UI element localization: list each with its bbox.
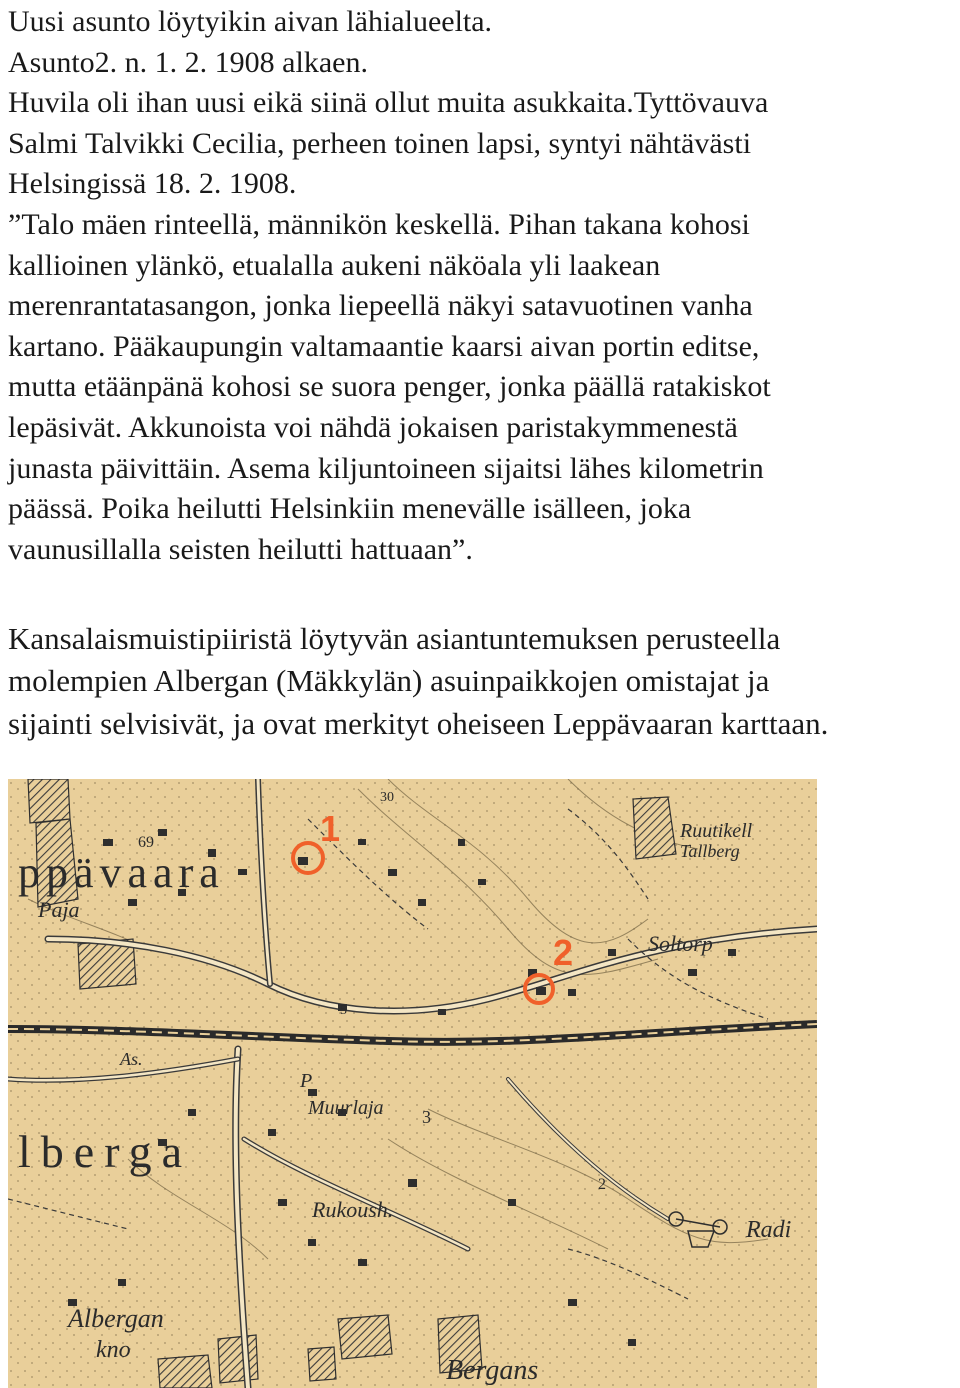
paragraph-narrative bbox=[8, 2, 953, 570]
label-tallberg: Tallberg bbox=[680, 841, 740, 861]
label-leppavaara: ppävaara bbox=[18, 848, 225, 897]
text-line: junasta päivittäin. Asema kiljuntoineen sijaitsi lähes kilometrin bbox=[8, 451, 764, 485]
text-line: Huvila oli ihan uusi eikä siinä ollut muita asukkaita.Tyttövauva bbox=[8, 86, 769, 120]
label-alberga: lberga bbox=[18, 1126, 193, 1177]
leppavaara-map bbox=[8, 779, 817, 1388]
text-line: Uusi asunto löytyikin aivan lähialueelta. bbox=[8, 5, 493, 38]
label-radi: Radi bbox=[746, 1217, 792, 1243]
label-elevation-30: 30 bbox=[380, 790, 394, 805]
text-line: lepäsivät. Akkunoista voi nähdä jokaisen paristakymmenestä bbox=[8, 410, 738, 444]
map-svg bbox=[8, 779, 817, 1388]
text-line: sijainti selvisivät, ja ovat merkityt oheiseen Leppävaaran karttaan. bbox=[8, 705, 829, 741]
text-line: mutta etäänpänä kohosi se suora penger, jonka päällä ratakiskot bbox=[8, 370, 771, 404]
paragraph-map-intro bbox=[8, 618, 953, 745]
label-muurlaja: Muurlaja bbox=[308, 1097, 384, 1119]
label-elevation-69: 69 bbox=[138, 834, 154, 851]
text-line: vaunusillalla seisten heilutti hattuaan”. bbox=[8, 532, 473, 566]
label-bergans: Bergans bbox=[446, 1355, 539, 1386]
label-paja: Paja bbox=[38, 897, 80, 922]
label-as: As. bbox=[120, 1049, 143, 1069]
text-line: molempien Albergan (Mäkkylän) asuinpaikkojen omistajat ja bbox=[8, 663, 770, 699]
label-ruutikelli: Ruutikell bbox=[680, 820, 753, 842]
text-line: ”Talo mäen rinteellä, männikön keskellä. Pihan takana kohosi bbox=[8, 207, 750, 241]
label-elevation-5: 5 bbox=[340, 1003, 347, 1018]
text-line: päässä. Poika heilutti Helsinkiin menevälle isälleen, joka bbox=[8, 492, 692, 526]
label-number-2: 2 bbox=[598, 1176, 606, 1193]
text-line: merenrantatasangon, jonka liepeellä näkyi satavuotinen vanha bbox=[8, 289, 753, 323]
text-line: Helsingissä 18. 2. 1908. bbox=[8, 167, 297, 201]
label-soltorp: Soltorp bbox=[648, 931, 713, 956]
marker-1-label: 1 bbox=[320, 808, 341, 849]
label-number-3: 3 bbox=[422, 1107, 431, 1127]
label-rukoush: Rukoush. bbox=[312, 1197, 394, 1222]
label-p: P bbox=[300, 1070, 313, 1092]
label-albergan: Albergan bbox=[68, 1304, 164, 1333]
text-line: Kansalaismuistipiiristä löytyvän asiantuntemuksen perusteella bbox=[8, 621, 781, 656]
text-line: Salmi Talvikki Cecilia, perheen toinen lapsi, syntyi nähtävästi bbox=[8, 126, 752, 160]
label-kno: kno bbox=[96, 1337, 131, 1363]
text-line: kartano. Pääkaupungin valtamaantie kaarsi aivan portin editse, bbox=[8, 329, 760, 363]
text-line: Asunto2. n. 1. 2. 1908 alkaen. bbox=[8, 45, 368, 79]
text-line: kallioinen ylänkö, etualalla aukeni näköala yli laakean bbox=[8, 248, 661, 282]
marker-2-label: 2 bbox=[553, 932, 574, 973]
